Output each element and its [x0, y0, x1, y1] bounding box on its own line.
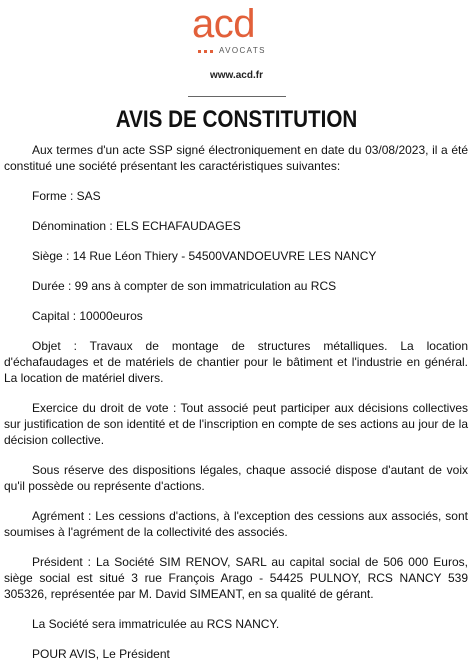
- intro-paragraph: Aux termes d'un acte SSP signé électroniquement en date du 03/08/2023, il a été constitué une société présentant les caractéristiques suivantes:: [4, 143, 468, 173]
- signature-line: POUR AVIS, Le Président: [32, 647, 170, 661]
- reserve-paragraph: Sous réserve des dispositions légales, chaque associé dispose d'autant de voix qu'il possède ou représente d'actions.: [4, 463, 468, 493]
- website-link[interactable]: www.acd.fr: [210, 70, 263, 81]
- notice-body: [4, 142, 468, 662]
- logo-dot-icon: [210, 50, 213, 53]
- acd-avocats-logo: [192, 2, 284, 58]
- siege-field: Siège : 14 Rue Léon Thiery - 54500VANDOEUVRE LES NANCY: [32, 249, 377, 263]
- capital-field: Capital : 10000euros: [32, 309, 143, 323]
- logo-subtitle: [198, 46, 266, 56]
- forme-field: Forme : SAS: [32, 189, 101, 203]
- header-divider: [188, 96, 286, 97]
- agrement-paragraph: Agrément : Les cessions d'actions, à l'exception des cessions aux associés, sont soumises à l'agrément de la collectivité des associés.: [4, 509, 468, 539]
- objet-paragraph: Objet : Travaux de montage de structures métalliques. La location d'échafaudages et de matériels de chantier pour le bâtiment et l'industrie en général. La location de matériel divers.: [4, 339, 468, 385]
- immatriculation-paragraph: La Société sera immatriculée au RCS NANCY.: [32, 617, 280, 631]
- duree-field: Durée : 99 ans à compter de son immatriculation au RCS: [32, 279, 337, 293]
- logo-subtitle-text: AVOCATS: [219, 46, 266, 55]
- logo-wordmark: acd: [192, 2, 255, 46]
- denomination-field: Dénomination : ELS ECHAFAUDAGES: [32, 219, 241, 233]
- logo-dot-icon: [198, 50, 201, 53]
- notice-title: AVIS DE CONSTITUTION: [115, 106, 358, 133]
- logo-dot-icon: [204, 50, 207, 53]
- president-paragraph: Président : La Société SIM RENOV, SARL au capital social de 506 000 Euros, siège social est situé 3 rue François Arago - 54425 PULNOY, RCS NANCY 539 305326, représentée par M. David SIMEANT, en sa qualité de gérant.: [4, 555, 468, 601]
- vote-paragraph: Exercice du droit de vote : Tout associé peut participer aux décisions collectives sur justification de son identité et de l'inscription en compte de ses actions au jour de la décision collective.: [4, 401, 468, 447]
